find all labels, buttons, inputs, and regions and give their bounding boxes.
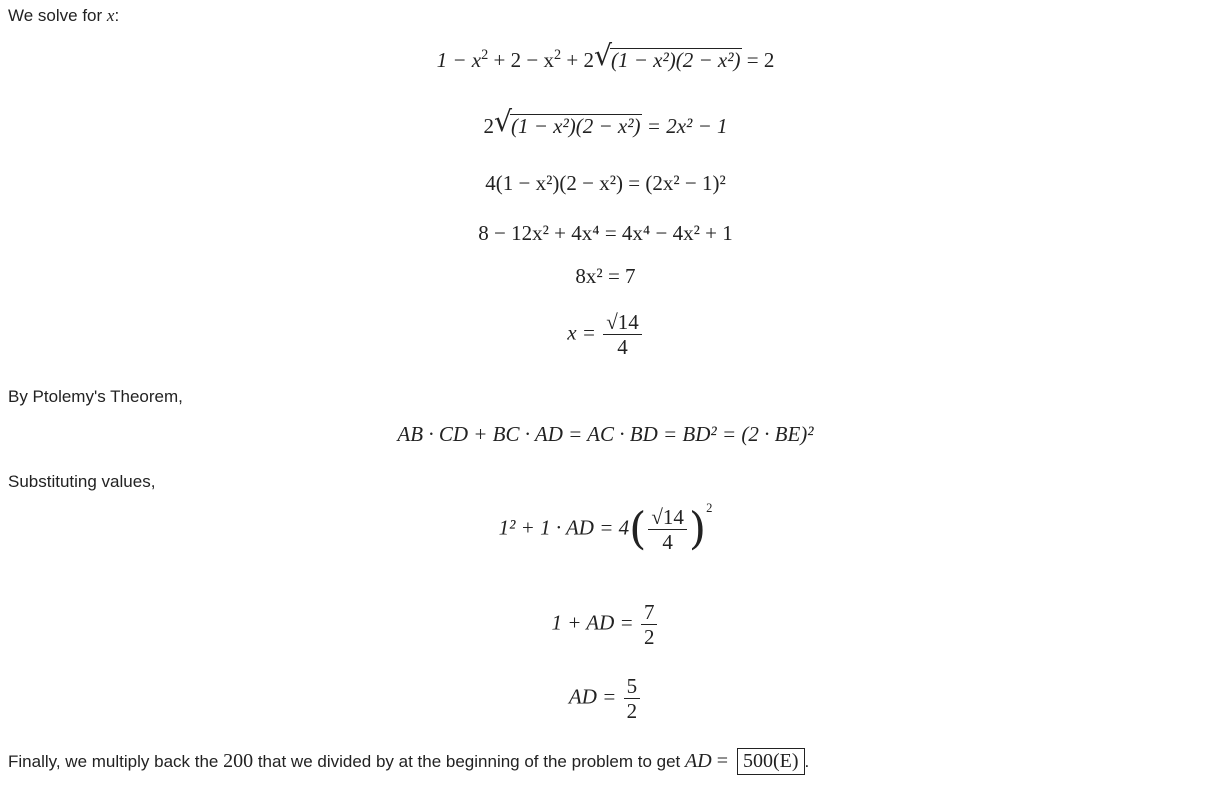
final-answer-box — [737, 748, 805, 775]
ptolemy-text: By Ptolemy's Theorem, — [8, 387, 183, 406]
final-number: 200 — [223, 750, 254, 772]
equation-2 — [0, 105, 1211, 139]
radical-icon: √ — [493, 105, 513, 138]
sub1-numerator: √14 — [651, 505, 684, 529]
variable-x: x — [106, 6, 115, 25]
sub3-fraction — [624, 674, 641, 723]
equation-5: 8x² = 7 — [575, 264, 636, 288]
final-pre: Finally, we multiply back the — [8, 752, 224, 771]
final-period: . — [804, 752, 810, 771]
intro-label: We solve for — [8, 6, 107, 25]
sub1-exponent: 2 — [706, 500, 713, 515]
substitution-equation-2 — [0, 600, 1211, 649]
eq1-rhs: = 2 — [741, 48, 775, 72]
final-ad: AD — [685, 750, 712, 772]
sub1-num-rad: 14 — [662, 505, 684, 529]
final-answer: 500(E) — [742, 750, 799, 772]
final-text — [8, 748, 809, 775]
left-paren: ( — [629, 503, 647, 555]
eq6-denominator: 4 — [603, 334, 642, 359]
intro-text — [8, 6, 119, 26]
eq1-lhs: 1 − x — [436, 48, 482, 72]
eq1-radicand: (1 − x²)(2 − x²) — [610, 48, 741, 72]
sub1-denominator: 4 — [648, 529, 687, 554]
eq1-mid: + 2 − x — [488, 48, 554, 72]
eq2-radicand: (1 − x²)(2 − x²) — [510, 114, 641, 138]
equation-6 — [0, 310, 1211, 359]
substitution-equation-3 — [0, 674, 1211, 723]
ptolemy-equation: AB · CD + BC · AD = AC · BD = BD² = (2 · BE)² — [397, 422, 814, 446]
right-paren: ) — [688, 503, 707, 555]
intro-colon: : — [114, 6, 120, 25]
eq1-sup1: 2 — [481, 47, 489, 64]
equation-4: 8 − 12x² + 4x⁴ = 4x⁴ − 4x² + 1 — [478, 221, 733, 245]
sub2-numerator: 7 — [643, 600, 655, 624]
radical-icon: √ — [593, 39, 613, 72]
eq1-sup2: 2 — [553, 47, 562, 64]
sub2-denominator: 2 — [641, 624, 658, 649]
substitution-equation-1 — [0, 500, 1211, 555]
sub3-lhs: AD = — [568, 684, 622, 709]
final-equals: = — [711, 750, 733, 772]
sub2-fraction — [641, 600, 658, 649]
final-mid: that we divided by at the beginning of the problem to get — [253, 752, 686, 771]
eq2-sqrt — [493, 105, 642, 139]
equation-1 — [0, 39, 1211, 73]
eq6-num-rad: 14 — [617, 310, 639, 334]
sub3-denominator: 2 — [624, 698, 641, 723]
sub1-fraction — [648, 505, 687, 554]
substitution-text: Substituting values, — [8, 472, 156, 491]
eq6-lhs: x = — [567, 320, 602, 345]
eq2-coef: 2 — [483, 114, 494, 138]
sub2-lhs: 1 + AD = — [551, 610, 639, 635]
eq1-mid2: + 2 — [561, 48, 594, 72]
sub1-lhs: 1² + 1 · AD = 4 — [498, 515, 630, 540]
eq2-rhs: = 2x² − 1 — [641, 114, 728, 138]
sub3-numerator: 5 — [626, 674, 638, 698]
eq6-fraction — [603, 310, 642, 359]
eq6-numerator: √14 — [606, 310, 639, 334]
eq1-sqrt — [593, 39, 742, 73]
equation-3: 4(1 − x²)(2 − x²) = (2x² − 1)² — [485, 171, 726, 195]
